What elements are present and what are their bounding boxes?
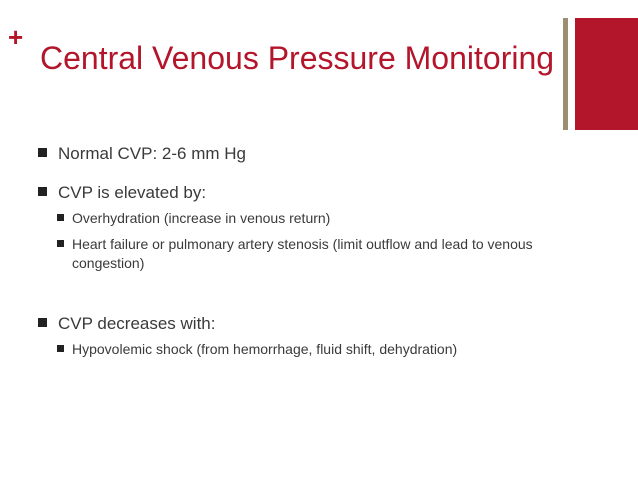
sub-bullet-text: Heart failure or pulmonary artery stenosis (limit outflow and lead to venous congestion) [72, 236, 533, 271]
bullet-square-icon [57, 345, 64, 352]
bullet-text: Normal CVP: 2-6 mm Hg [58, 144, 246, 163]
bullet-cvp-decreases [38, 313, 215, 335]
bullet-text: CVP decreases with: [58, 314, 216, 333]
sub-bullet-text: Hypovolemic shock (from hemorrhage, fluid shift, dehydration) [72, 341, 458, 357]
sub-bullet-hypovolemic-shock [57, 340, 557, 359]
sub-bullet-heart-failure [57, 235, 557, 273]
bullet-square-icon [38, 318, 47, 327]
decorative-thin-bar [563, 18, 568, 130]
bullet-square-icon [38, 187, 47, 196]
bullet-cvp-elevated [38, 182, 206, 204]
bullet-text: CVP is elevated by: [58, 183, 207, 202]
bullet-square-icon [38, 148, 47, 157]
slide-title: Central Venous Pressure Monitoring [40, 40, 555, 76]
sub-bullet-text: Overhydration (increase in venous return) [72, 210, 331, 226]
bullet-normal-cvp [38, 143, 246, 165]
bullet-square-icon [57, 240, 64, 247]
plus-mark: + [8, 22, 24, 52]
bullet-square-icon [57, 214, 64, 221]
decorative-red-block [575, 18, 638, 130]
sub-bullet-overhydration [57, 209, 557, 228]
